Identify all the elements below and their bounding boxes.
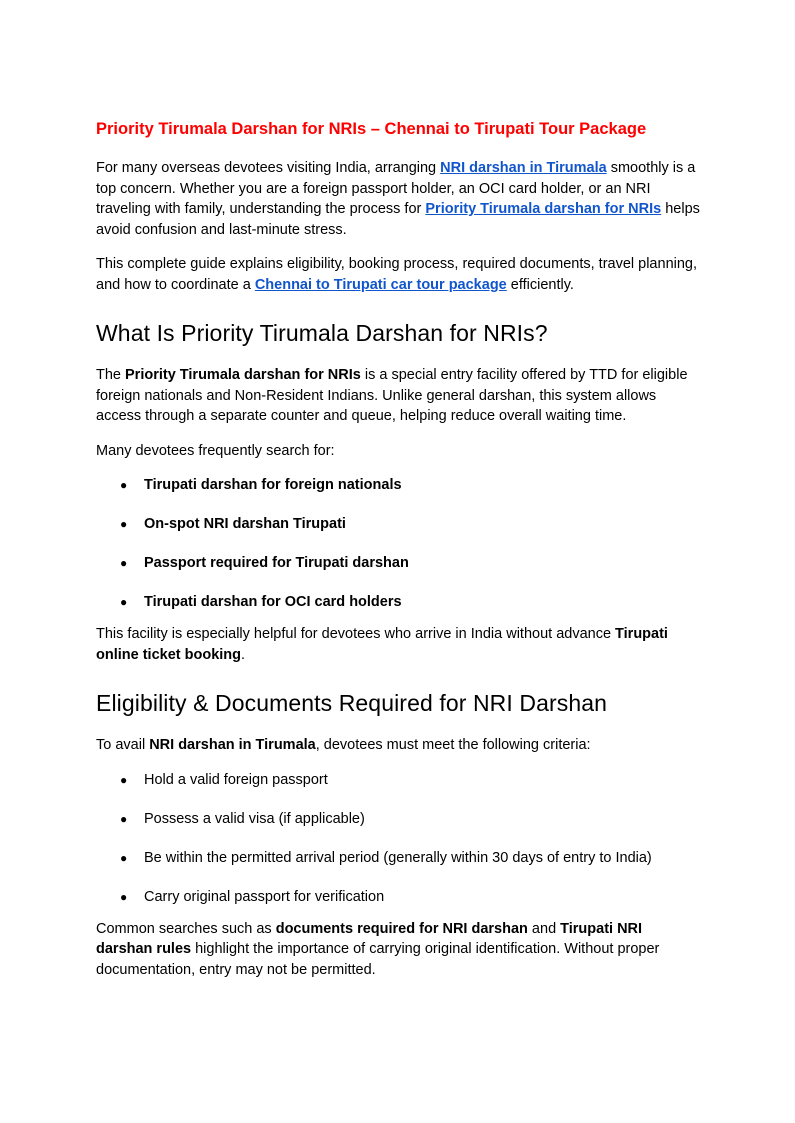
list-item-text: Possess a valid visa (if applicable): [144, 810, 365, 827]
list-item-text: Tirupati darshan for foreign nationals: [144, 477, 402, 493]
list-item-text: On-spot NRI darshan Tirupati: [144, 516, 346, 532]
text: The: [96, 367, 126, 383]
bullet-icon: ●: [120, 556, 128, 570]
section-heading-eligibility: Eligibility & Documents Required for NRI Darshan: [96, 690, 608, 716]
list-item-text: Tirupati darshan for OCI card holders: [144, 594, 402, 610]
section1-paragraph-1: [96, 365, 702, 427]
bullet-icon: ●: [120, 811, 128, 826]
list-item-text: Be within the permitted arrival period (generally within 30 days of entry to India): [144, 849, 652, 866]
bold-text: documents required for NRI darshan: [275, 920, 528, 937]
bullet-icon: ●: [120, 595, 128, 609]
text: Common searches such as: [96, 920, 276, 937]
bullet-icon: ●: [120, 478, 128, 492]
list-item: [96, 887, 702, 907]
bullet-icon: ●: [120, 889, 128, 904]
text: and: [527, 920, 561, 937]
list-item-text: Passport required for Tirupati darshan: [144, 555, 409, 571]
text: efficiently.: [506, 276, 574, 293]
car-tour-package-link[interactable]: Chennai to Tirupati car tour package: [254, 276, 507, 293]
section1-paragraph-3: [96, 624, 702, 665]
criteria-list: [96, 770, 702, 907]
text: For many overseas devotees visiting India, arranging: [96, 160, 441, 176]
priority-darshan-link[interactable]: Priority Tirumala darshan for NRIs: [425, 201, 662, 217]
text: smoothly is a top concern. Whether you are a foreign passport holder, an OCI card holder, or an NRI traveling with family, understanding the process for: [96, 160, 696, 217]
text: This complete guide explains eligibility, booking process, required documents, travel planning, and how to coordinate a: [96, 256, 698, 293]
search-terms-list: [96, 475, 702, 612]
bullet-icon: ●: [120, 772, 128, 787]
text: This facility is especially helpful for devotees who arrive in India without advance: [96, 626, 616, 642]
bold-text: NRI darshan in Tirumala: [149, 737, 316, 753]
intro-paragraph-2: [96, 254, 702, 295]
section1-paragraph-2: Many devotees frequently search for:: [96, 442, 335, 459]
document-title: Priority Tirumala Darshan for NRIs – Chennai to Tirupati Tour Package: [96, 120, 647, 138]
document-page: [96, 118, 702, 994]
list-item: [96, 770, 702, 790]
text: highlight the importance of carrying original identification. Without proper documentation, entry may not be permitted.: [96, 941, 660, 978]
text: helps avoid confusion and last-minute stress.: [96, 201, 700, 238]
intro-paragraph-1: [96, 158, 702, 240]
bullet-icon: ●: [120, 517, 128, 531]
text: .: [241, 646, 246, 663]
list-item: [96, 848, 702, 868]
text: To avail: [96, 737, 150, 753]
list-item-text: Carry original passport for verification: [144, 888, 385, 905]
bold-text: Tirupati NRI darshan rules: [96, 920, 643, 957]
nri-darshan-link[interactable]: NRI darshan in Tirumala: [440, 160, 607, 176]
list-item-text: Hold a valid foreign passport: [144, 771, 328, 788]
bold-text: Tirupati online ticket booking: [96, 626, 668, 663]
list-item: [96, 514, 702, 534]
text: , devotees must meet the following criteria:: [315, 737, 591, 753]
section2-paragraph-2: [96, 919, 702, 981]
list-item: [96, 475, 702, 495]
list-item: [96, 592, 702, 612]
list-item: [96, 809, 702, 829]
list-item: [96, 553, 702, 573]
section2-paragraph-1: [96, 735, 702, 756]
bold-text: Priority Tirumala darshan for NRIs: [125, 367, 361, 383]
bullet-icon: ●: [120, 850, 128, 865]
section-heading-what-is: What Is Priority Tirumala Darshan for NRIs?: [96, 320, 548, 346]
text: is a special entry facility offered by TTD for eligible foreign nationals and Non-Resident Indians. Unlike general darshan, this system allows access through a separate counter and queue, helping reduce overall waiting time.: [96, 367, 688, 424]
